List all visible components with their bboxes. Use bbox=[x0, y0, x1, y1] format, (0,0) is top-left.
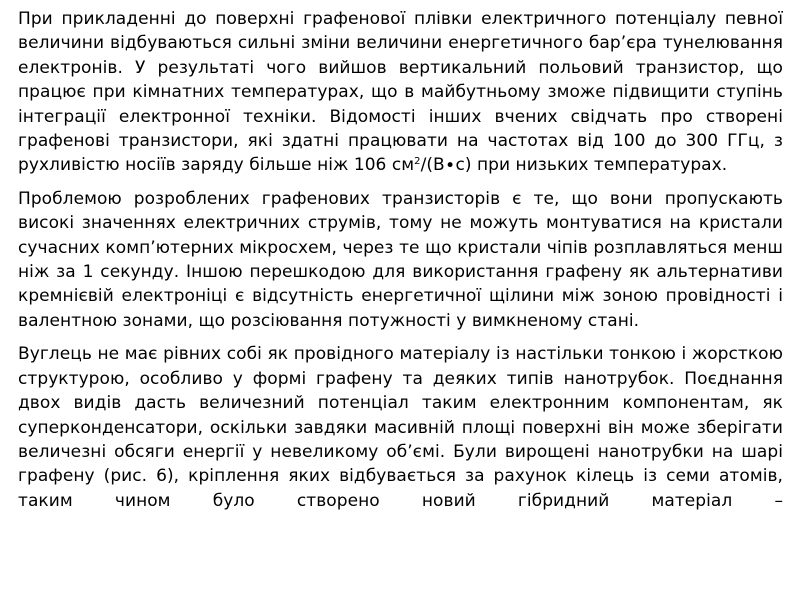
slide-content bbox=[18, 7, 783, 600]
paragraph-text: При прикладенні до поверхні графенової плівки електричного потенціалу певної величини відбуваються сильні зміни величини енергетичного бар’єра тунелювання електронів. У результаті чого вийшов вертикальний польовий транзистор, що працює при кімнатних температурах, що в майбутньому зможе підвищити ступінь інтеграції електронної техніки. Відомості інших вчених свідчать про створені графенові транзистори, які здатні працювати на частотах від 100 до 300 ГГц, з рухливістю носіїв заряду більше ніж 106 см bbox=[18, 9, 783, 176]
superscript-exponent: 2 bbox=[414, 156, 421, 168]
paragraph-carbon-hybrid bbox=[18, 342, 783, 513]
paragraph-text: Вуглець не має рівних собі як провідного матеріалу із настільки тонкою і жорсткою структурою, особливо у формі графену та деяких типів нанотрубок. Поєднання двох видів дасть величезний потенціал таким електронним компонентам, як суперконденсатори, оскільки завдяки масивній площі поверхні він може зберігати величезні обсяги енергії у невеликому об’ємі. Були вирощені нанотрубки на шарі графену (рис. 6), кріплення яких відбувається за рахунок кілець із семи атомів, таким чином було створено новий гібридний матеріал – bbox=[18, 344, 783, 511]
paragraph-text: Проблемою розроблених графенових транзисторів є те, що вони пропускають високі значеннях електричних струмів, тому не можуть монтуватися на кристали сучасних комп’ютерних мікросхем, через те що кристали чіпів розплавляться менш ніж за 1 секунду. Іншою перешкодою для використання графену як альтернативи кремнієвій електроніці є відсутність енергетичної щілини між зоною провідності і валентною зонами, що розсіювання потужності у вимкненому стані. bbox=[18, 188, 783, 331]
paragraph-graphene-transistor bbox=[18, 7, 783, 178]
paragraph-text-tail: /(В∙с) при низьких температурах. bbox=[420, 155, 728, 176]
paragraph-transistor-problems bbox=[18, 187, 783, 333]
